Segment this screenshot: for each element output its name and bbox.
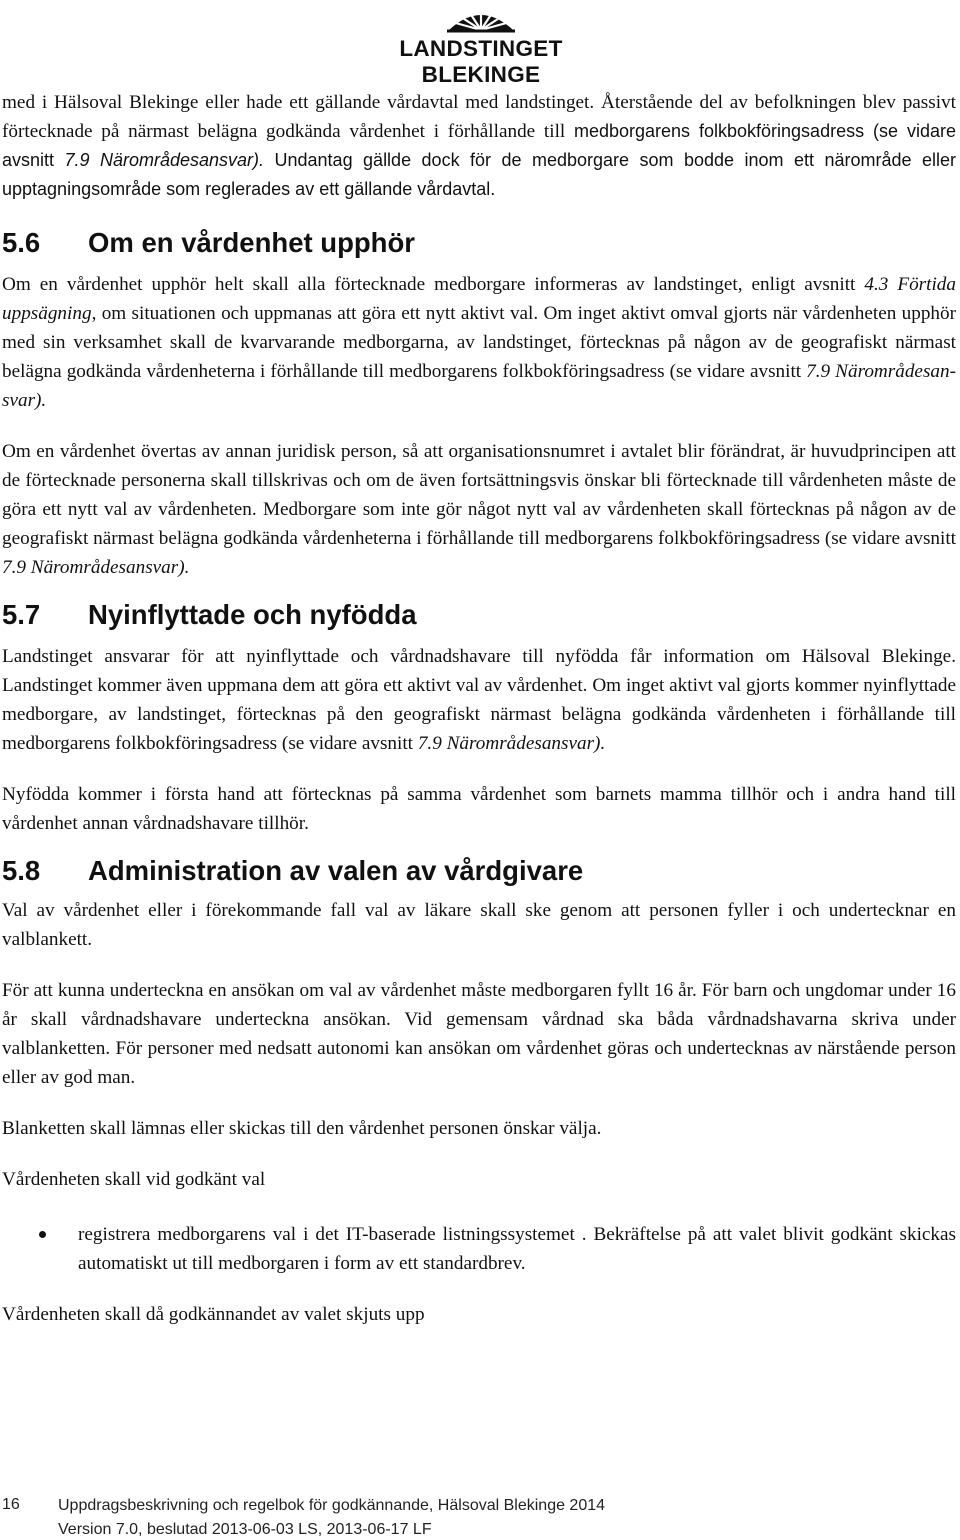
bullet-icon bbox=[39, 1231, 46, 1238]
footer-version: Version 7.0, beslutad 2013-06-03 LS, 2013-06-17 LF bbox=[58, 1521, 432, 1538]
paragraph-underteckna: För att kunna underteckna en ansökan om val av vårdenhet måste medborgaren fyllt 16 år. För barn och ungdomar under 16 år skall vårdnadshavare underteckna ansökan. Vid gemensam vårdnad ska båda vårdnadshavarna skriva under valblanketten. För personer med nedsatt autonomi kan ansökan om vårdenhet göras och undertecknas av närstående person eller av god man. bbox=[2, 980, 956, 1088]
footer-title: Uppdragsbeskrivning och regelbok för godkännande, Hälsoval Blekinge 2014 bbox=[58, 1497, 606, 1514]
paragraph-blanketten: Blanketten skall lämnas eller skickas till den vårdenhet personen önskar välja. bbox=[2, 1118, 602, 1139]
paragraph-overtas: Om en vårdenhet övertas av annan juridisk person, så att organisationsnumret i avtalet blir förändrat, är huvudprincipen att de förtecknade personerna skall tillskrivas och om de även fortsättningsvis önskar bli förtecknade till vårdenheten måste de göra ett nytt val av vårdenheten. Medborgare som inte gör något nytt val av vårdenheten skall förtecknas på någon av de geografiskt närmast belägna godkända vårdenheterna i förhållande till medborgarens folkbokföringsadress (se vidare avsnitt 7.9 Närområdesansvar). bbox=[2, 441, 956, 578]
paragraph-intro: med i Hälsoval Blekinge eller hade ett gällande vårdavtal med landstinget. Återstående del av befolkningen blev passivt förtecknade på närmast belägna godkända vårdenhet i förhållande till medborgarens folkbokföringsadress (se vidare avsnitt 7.9 Närområdesansvar). Undantag gällde dock för de medborgare som bodde inom ett närområde eller upptagningsområde som reglerades av ett gällande vårdavtal. bbox=[2, 92, 956, 199]
section-reference-link: 7.9 Närområdesansvar). bbox=[2, 557, 190, 578]
paragraph-nyfodda: Nyfödda kommer i första hand att förtecknas på samma vårdenhet som barnets mamma tillhör och i andra hand till vårdenhet annan vårdnadshavare tillhör. bbox=[2, 784, 956, 834]
section-reference-link: 7.9 Närområdesansvar). bbox=[417, 733, 606, 754]
bullet-list bbox=[2, 1220, 956, 1278]
paragraph-vardenhet-upphor: Om en vårdenhet upphör helt skall alla förtecknade medborgare informeras av landstinget, enligt avsnitt 4.3 Förtida uppsägning, om situationen och uppmanas att göra ett nytt aktivt val. Om inget aktivt omval gjorts när vårdenheten upphör med sin verksamhet skall de kvarvarande medborgarna, av landstinget, förtecknas på någon av de geografiskt närmast belägna godkända vårdenheterna i förhållande till medborgarens folkbokföringsadress (se vidare avsnitt 7.9 Närområdesansvar). bbox=[2, 274, 956, 411]
document-body bbox=[2, 88, 956, 1329]
heading-5-7: 5.7 Nyinflyttade och nyfödda bbox=[2, 599, 417, 630]
section-reference-link: 4.3 Förtida uppsägning bbox=[2, 274, 956, 324]
landstinget-blekinge-logo bbox=[355, 0, 607, 87]
paragraph-godkant-val: Vårdenheten skall vid godkänt val bbox=[2, 1169, 266, 1190]
paragraph-nyinflyttade: Landstinget ansvarar för att nyinflyttade och vårdnadshavare till nyfödda får information om Hälsoval Blekinge. Landstinget kommer även uppmana dem att göra ett aktivt val av vårdenhet. Om inget aktivt val gjorts kommer nyinflyttade medborgare, av landstinget, förtecknas på den geografiskt närmast belägna godkända vårdenheten i förhållande till medborgarens folkbokföringsadress (se vidare avsnitt 7.9 Närområdesansvar). bbox=[2, 646, 956, 754]
heading-5-6: 5.6 Om en vårdenhet upphör bbox=[2, 227, 415, 258]
heading-5-8: 5.8 Administration av valen av vårdgivare bbox=[2, 855, 584, 886]
logo-text: LANDSTINGET BLEKINGE bbox=[399, 36, 563, 87]
list-item: registrera medborgarens val i det IT-baserade listningssystemet . Bekräftelse på att valet blivit godkänt skickas automatiskt ut till medborgaren i form av ett standardbrev. bbox=[2, 1220, 956, 1278]
section-reference-link: 7.9 Närområdesansvar). bbox=[64, 150, 265, 170]
paragraph-valblankett: Val av vårdenhet eller i förekommande fall val av läkare skall ske genom att personen fyller i och undertecknar en valblankett. bbox=[2, 900, 956, 950]
paragraph-skjuts-upp: Vårdenheten skall då godkännandet av valet skjuts upp bbox=[2, 1304, 425, 1325]
section-reference-link: 7.9 Närområdesansvar). bbox=[2, 361, 956, 411]
page-number: 16 bbox=[2, 1496, 20, 1513]
crown-emblem-icon bbox=[443, 4, 519, 36]
